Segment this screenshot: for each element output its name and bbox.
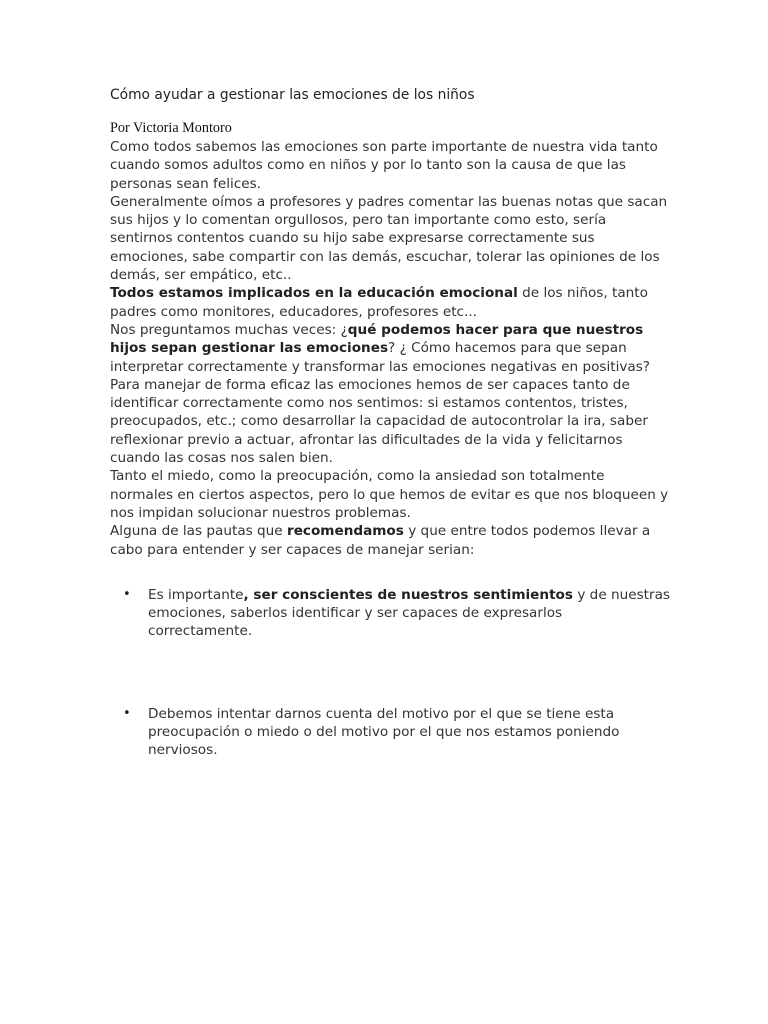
guidelines-list [110, 586, 670, 760]
paragraph-question [110, 321, 670, 376]
guidelines-rest: y que entre todos podemos llevar a cabo para entender y ser capaces de manejar serian: [110, 523, 651, 558]
bullet-1-rest: y de nuestras emociones, saberlos identificar y ser capaces de expresarlos correctamente. [148, 586, 671, 640]
guidelines-start: Alguna de las pautas que [110, 523, 287, 540]
paragraph-manage-emotions: Para manejar de forma eficaz las emociones hemos de ser capaces tanto de identificar correctamente como nos sentimos: si estamos contentos, tristes, preocupados, etc.; como desarrollar la capacidad de autocontrolar la ira, saber reflexionar previo a actuar, afrontar las dificultades de la vida y felicitarnos cuando las cosas nos salen bien. [110, 376, 648, 467]
emotional-education-bold: Todos estamos implicados en la educación emocional [110, 285, 518, 302]
list-item [110, 705, 670, 760]
paragraph-intro: Como todos sabemos las emociones son parte importante de nuestra vida tanto cuando somos adultos como en niños y por lo tanto son la causa de que las personas sean felices. [110, 139, 658, 192]
paragraph-fear-anxiety: Tanto el miedo, como la preocupación, como la ansiedad son totalmente normales en ciertos aspectos, pero lo que hemos de evitar es que nos bloqueen y nos impidan solucionar nuestros problemas. [110, 468, 669, 521]
bullet-2-text: Debemos intentar darnos cuenta del motivo por el que se tiene esta preocupación o miedo o del motivo por el que nos estamos poniendo nerviosos. [148, 705, 620, 759]
paragraph-teachers-parents: Generalmente oímos a profesores y padres comentar las buenas notas que sacan sus hijos y lo comentan orgullosos, pero tan importante como esto, sería sentirnos contentos cuando su hijo sabe expresarse correctamente sus emociones, sabe compartir con las demás, escuchar, tolerar las opiniones de los demás, ser empático, etc.. [110, 193, 668, 284]
document-page [110, 84, 670, 760]
emotional-education-text: de los niños, tanto padres como monitores, educadores, profesores etc... [110, 285, 648, 320]
paragraph-emotional-education [110, 284, 670, 321]
bullet-1-bold: , ser conscientes de nuestros sentimientos [243, 586, 573, 603]
bullet-icon: • [123, 586, 131, 602]
document-title: Cómo ayudar a gestionar las emociones de los niños [110, 87, 475, 103]
question-start: Nos preguntamos muchas veces: ¿ [110, 321, 348, 338]
bullet-1-start: Es importante [148, 586, 244, 603]
author-byline: Por Victoria Montoro [110, 120, 232, 136]
question-bold: qué podemos hacer para que nuestros hijos sepan gestionar las emociones [110, 321, 644, 357]
paragraph-guidelines [110, 522, 670, 559]
guidelines-bold: recomendamos [286, 523, 404, 540]
list-item [110, 586, 670, 641]
bullet-icon: • [123, 705, 131, 721]
question-rest: ? ¿ Cómo hacemos para que sepan interpretar correctamente y transformar las emociones negativas en positivas? [110, 340, 651, 375]
